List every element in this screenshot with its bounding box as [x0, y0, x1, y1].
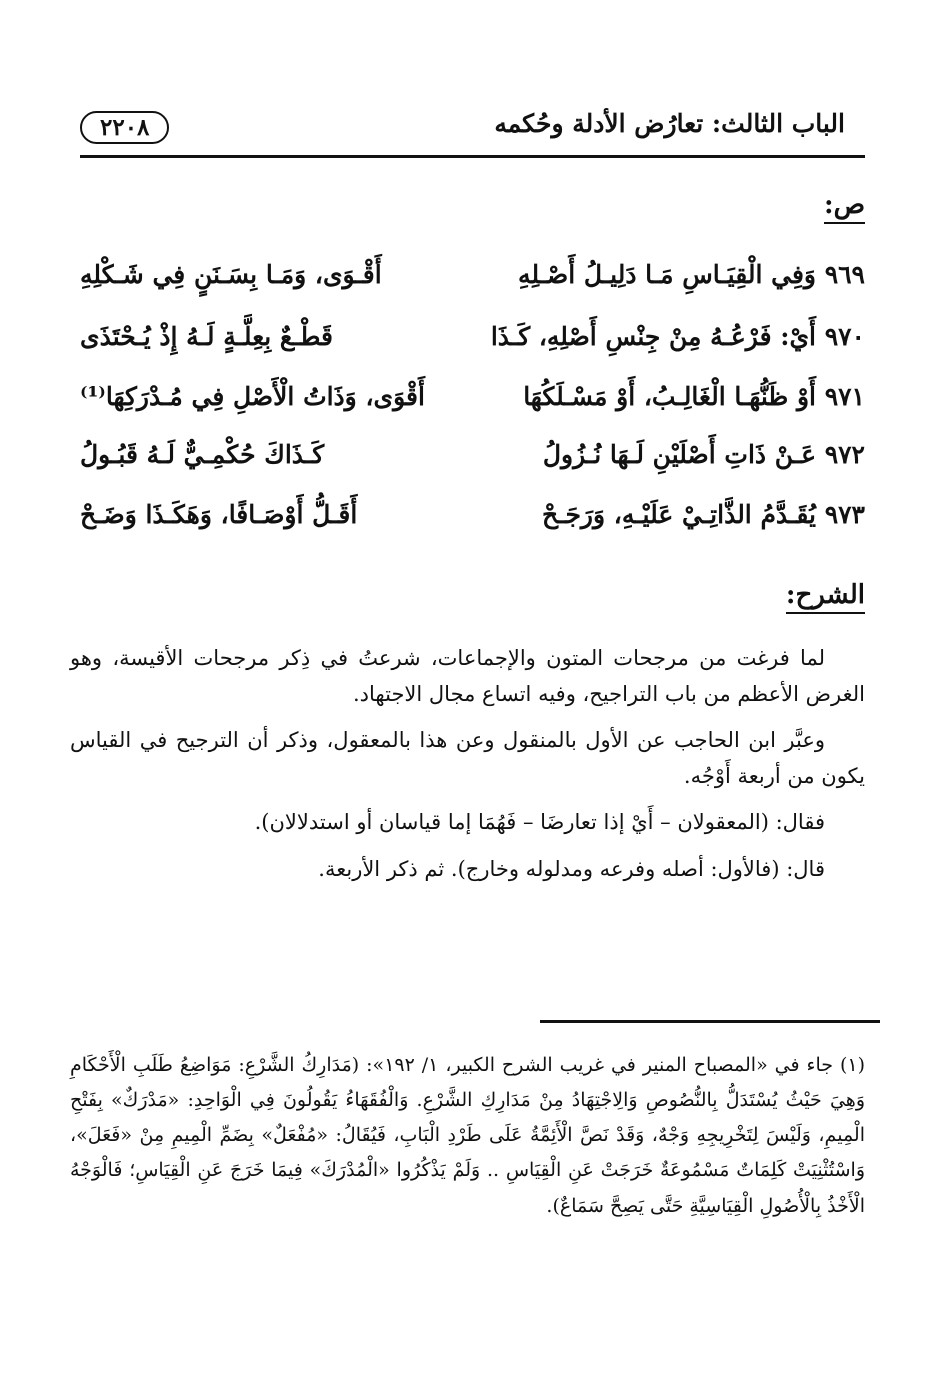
verse-first-hemistich: ٩٧٣ يُقَـدَّمُ الذَّاتِـيْ عَلَيْـهِ، وَرَجَـحْ — [542, 500, 865, 529]
chapter-title: الباب الثالث: تعارُض الأدلة وحُكمه — [494, 109, 845, 138]
verse-first-hemistich: ٩٧٢ عَـنْ ذَاتِ أَصْلَيْنِ لَـهَا نُـزُولُ — [542, 440, 865, 469]
commentary-paragraph: قال: (فالأول: أصله وفرعه ومدلوله وخارج). ثم ذكر الأربعة. — [318, 856, 825, 881]
matn-heading: ص: — [824, 190, 865, 224]
verse-second-hemistich: قَطْـعٌ بِعِلَّـةٍ لَـهُ إِذْ يُـحْتَذَى — [80, 322, 334, 351]
verse-line — [80, 500, 865, 552]
commentary-body — [70, 640, 865, 897]
footnote: (١) جاء في «المصباح المنير في غريب الشرح الكبير، ١/ ١٩٢»: (مَدَارِكُ الشَّرْعِ: مَوَاضِعُ طَلَبِ الْأَحْكَامِ وَهِيَ حَيْثُ يُسْتَدَلُّ بِالنُّصُوصِ وَالِاجْتِهَادُ مِنْ مَدَارِكِ الشَّرْعِ. وَالْفُقَهَاءُ يَقُولُونَ فِي الْوَاحِدِ: «مَدْرَكٌ» بِفَتْحِ الْمِيمِ، وَلَيْسَ لِتَخْرِيجِهِ وَجْهٌ، وَقَدْ نَصَّ الْأَئِمَّةُ عَلَى طَرْدِ الْبَابِ، فَيُقَالُ: «مُفْعَلٌ» بِضَمِّ الْمِيمِ مِنْ «فَعَلَ»، وَاسْتُثْنِيَتْ كَلِمَاتٌ مَسْمُوعَةٌ خَرَجَتْ عَنِ الْقِيَاسِ .. وَلَمْ يَذْكُرُوا «الْمُدْرَكَ» فِيمَا خَرَجَ عَنِ الْقِيَاسِ؛ فَالْوَجْهُ الْأَخْذُ بِالْأُصُولِ الْقِيَاسِيَّةِ حَتَّى يَصِحَّ سَمَاعٌ). — [70, 1054, 865, 1217]
verse-first-hemistich: ٩٧٠ أَيْ: فَرْعُـهُ مِنْ جِنْسِ أَصْلِهِ، كَـذَا — [490, 322, 865, 351]
verse-line — [80, 382, 865, 434]
verse-second-hemistich: أَقْـوَى، وَمَـا بِسَـنَنٍ فِي شَـكْلِهِ — [80, 260, 382, 289]
verse-line — [80, 322, 865, 374]
running-header — [80, 105, 865, 158]
commentary-paragraph: لما فرغت من مرجحات المتون والإجماعات، شرعتُ في ذِكر مرجحات الأقيسة، وهو الغرض الأعظم من باب التراجيح، وفيه اتساع مجال الاجتهاد. — [70, 646, 865, 707]
footnote-divider — [540, 1020, 880, 1023]
verse-first-hemistich: ٩٧١ أَوْ ظَنُّهَـا الْغَالِـبُ، أَوْ مَسْـلَكُهَا — [523, 382, 865, 411]
commentary-paragraph: فقال: (المعقولان – أَيْ إذا تعارضَا – فَهُمَا إما قياسان أو استدلالان). — [254, 810, 825, 835]
verse-first-hemistich: ٩٦٩ وَفِي الْقِيَـاسِ مَـا دَلِيـلُ أَصْـلِهِ — [518, 260, 865, 289]
verse-second-hemistich: أَقْوَى، وَذَاتُ الْأَصْلِ فِي مُـدْرَكِهَا⁽¹⁾ — [80, 382, 425, 411]
commentary-paragraph: وعبَّر ابن الحاجب عن الأول بالمنقول وعن هذا بالمعقول، وذكر أن الترجيح في القياس يكون من أربعة أَوْجُه. — [70, 728, 865, 789]
page-number: ٢٢٠٨ — [80, 111, 169, 144]
verse-line — [80, 260, 865, 312]
verse-second-hemistich: كَـذَاكَ حُكْمِـيٌّ لَـهُ قَبُـولُ — [80, 440, 325, 469]
verse-second-hemistich: أَقَـلُّ أَوْصَـافًا، وَهَكَـذَا وَضَـحْ — [80, 500, 358, 529]
sharh-heading: الشرح: — [786, 580, 865, 614]
verse-line — [80, 440, 865, 492]
